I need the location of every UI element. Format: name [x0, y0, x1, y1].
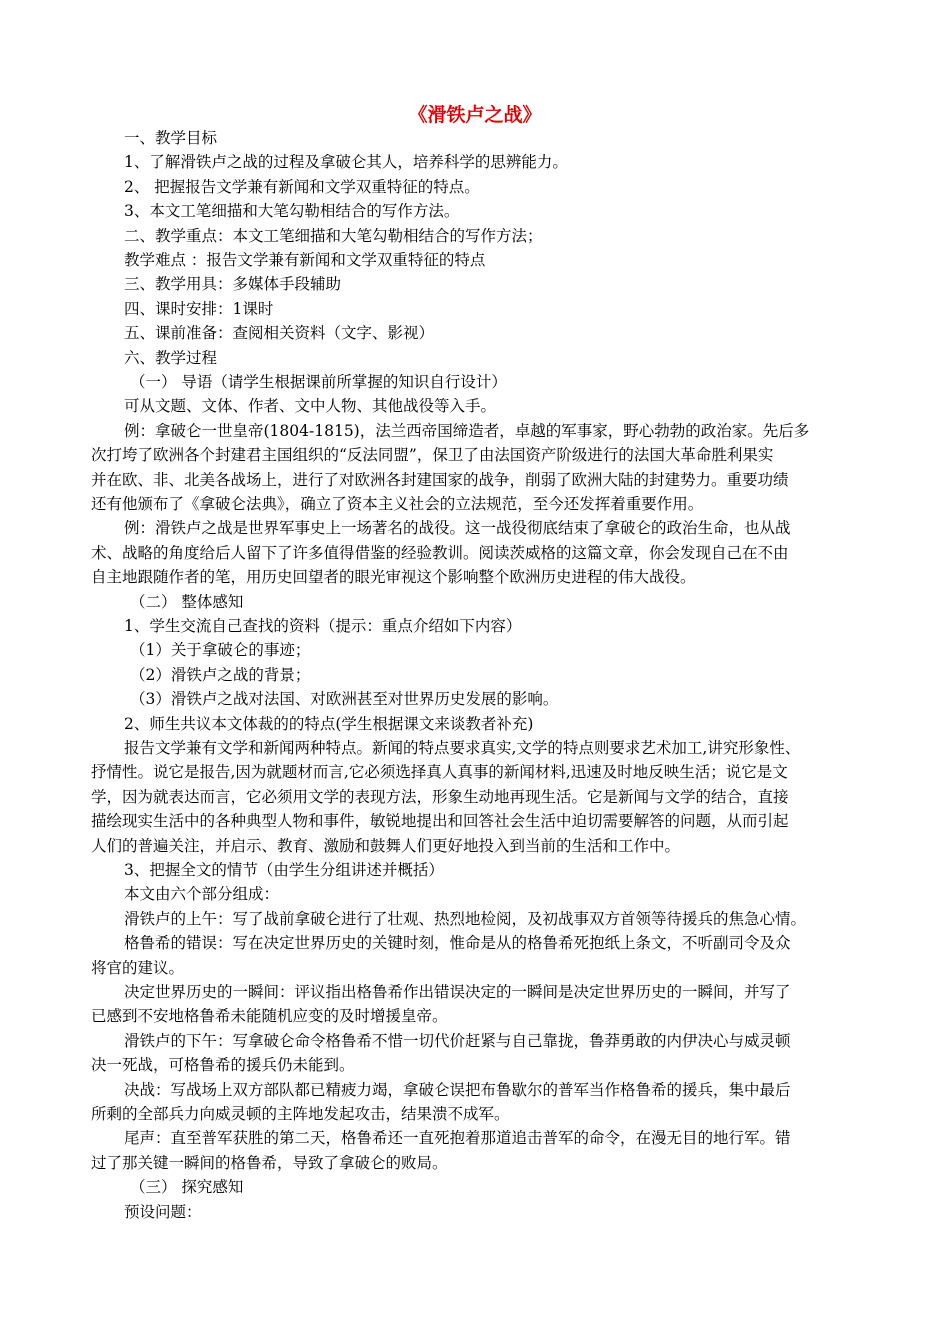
text-line: （二） 整体感知: [130, 592, 244, 611]
text-line: 四、课时安排：1课时: [124, 299, 274, 318]
text-line: 3、把握全文的情节（由学生分组讲述并概括）: [124, 861, 444, 879]
text-line: 决一死战，可格鲁希的援兵仍未能到。: [91, 1056, 355, 1075]
document-title: 《滑铁卢之战》: [408, 104, 542, 126]
text-line: （1）关于拿破仑的事迹；: [130, 641, 311, 660]
text-line: 描绘现实生活中的各种典型人物和事件，敏锐地提出和回答社会生活中迫切需要解答的问题，从而引起: [91, 812, 789, 831]
text-line: 学，因为就表达而言，它必须用文学的表现方法，形象生动地再现生活。它是新闻与文学的结合，直接: [91, 787, 789, 806]
text-line: （2）滑铁卢之战的背景；: [130, 665, 311, 684]
text-line: 可从文题、文体、作者、文中人物、其他战役等入手。: [124, 397, 497, 416]
text-line: 1、了解滑铁卢之战的过程及拿破仑其人，培养科学的思辨能力。: [124, 153, 568, 172]
text-line: 过了那关键一瞬间的格鲁希，导致了拿破仑的败局。: [91, 1153, 448, 1172]
text-line: 五、课前准备：查阅相关资料（文字、影视）: [124, 324, 435, 343]
text-line: 1、学生交流自己查找的资料（提示：重点介绍如下内容）: [124, 617, 522, 635]
text-line: 3、本文工笔细描和大笔勾勒相结合的写作方法。: [124, 202, 460, 221]
text-line: 尾声：直至普军获胜的第二天，格鲁希还一直死抱着那道追击普军的命令，在漫无目的地行军。错: [124, 1129, 791, 1148]
text-line: 并在欧、非、北美各战场上，进行了对欧洲各封建国家的战争，削弱了欧洲大陆的封建势力。重要功绩: [91, 470, 789, 489]
text-line: 将官的建议。: [91, 958, 185, 977]
text-line: 决定世界历史的一瞬间：评议指出格鲁希作出错误决定的一瞬间是决定世界历史的一瞬间，并写了: [124, 983, 791, 1001]
text-line: 三、教学用具：多媒体手段辅助: [124, 275, 342, 294]
text-line: 一、教学目标: [124, 129, 218, 147]
text-line: 决战：写战场上双方部队都已精疲力竭，拿破仑误把布鲁歇尔的普军当作格鲁希的援兵，集中最后: [124, 1080, 791, 1099]
text-line: 例：拿破仑一世皇帝(1804-1815)，法兰西帝国缔造者，卓越的军事家，野心勃勃的政治家。先后多: [124, 421, 810, 440]
text-line: 例：滑铁卢之战是世界军事史上一场著名的战役。这一战役彻底结束了拿破仑的政治生命，也从战: [124, 519, 791, 538]
text-line: 次打垮了欧洲各个封建君主国组织的“反法同盟”，保卫了由法国资产阶级进行的法国大革命胜利果实: [91, 446, 774, 465]
text-line: 2、师生共议本文体裁的的特点(学生根据课文来谈教者补充): [124, 714, 534, 733]
text-line: 格鲁希的错误：写在决定世界历史的关键时刻，惟命是从的格鲁希死抱纸上条文，不听副司令及众: [124, 934, 791, 953]
text-line: 预设问题：: [124, 1202, 202, 1221]
text-line: （3）滑铁卢之战对法国、对欧洲甚至对世界历史发展的影响。: [130, 690, 559, 709]
text-line: 滑铁卢的上午：写了战前拿破仑进行了壮观、热烈地检阅，及初战事双方首领等待援兵的焦急心情。: [124, 909, 807, 928]
text-line: 自主地跟随作者的笔，用历史回望者的眼光审视这个影响整个欧洲历史进程的伟大战役。: [91, 568, 696, 587]
text-line: （一） 导语（请学生根据课前所掌握的知识自行设计）: [130, 373, 507, 391]
text-line: 本文由六个部分组成：: [124, 885, 280, 904]
text-line: 滑铁卢的下午：写拿破仑命令格鲁希不惜一切代价赶紧与自己靠拢，鲁莽勇敢的内伊决心与威灵顿: [124, 1031, 791, 1050]
text-line: 教学难点 ：报告文学兼有新闻和文学双重特征的特点: [124, 251, 486, 269]
text-line: 六、教学过程: [124, 348, 218, 367]
text-line: 术、战略的角度给后人留下了许多值得借鉴的经验教训。阅读茨威格的这篇文章，你会发现自己在不由: [91, 543, 789, 562]
text-line: 已感到不安地格鲁希未能随机应变的及时增援皇帝。: [91, 1007, 448, 1026]
text-line: 报告文学兼有文学和新闻两种特点。新闻的特点要求真实,文学的特点则要求艺术加工,讲究形象性、: [124, 739, 801, 757]
text-line: 还有他颁布了《拿破仑法典》，确立了资本主义社会的立法规范，至今还发挥着重要作用。: [91, 495, 704, 513]
text-line: 2、 把握报告文学兼有新闻和文学双重特征的特点。: [124, 177, 480, 196]
text-line: 抒情性。说它是报告,因为就题材而言,它必须选择真人真事的新闻材料,迅速及时地反映生活；说它是文: [91, 763, 788, 782]
text-line: 所剩的全部兵力向威灵顿的主阵地发起攻击，结果溃不成军。: [91, 1105, 510, 1123]
text-line: 二、教学重点：本文工笔细描和大笔勾勒相结合的写作方法；: [124, 226, 543, 245]
text-line: （三） 探究感知: [130, 1178, 244, 1197]
text-line: 人们的普遍关注，并启示、教育、激励和鼓舞人们更好地投入到当前的生活和工作中。: [91, 836, 681, 855]
